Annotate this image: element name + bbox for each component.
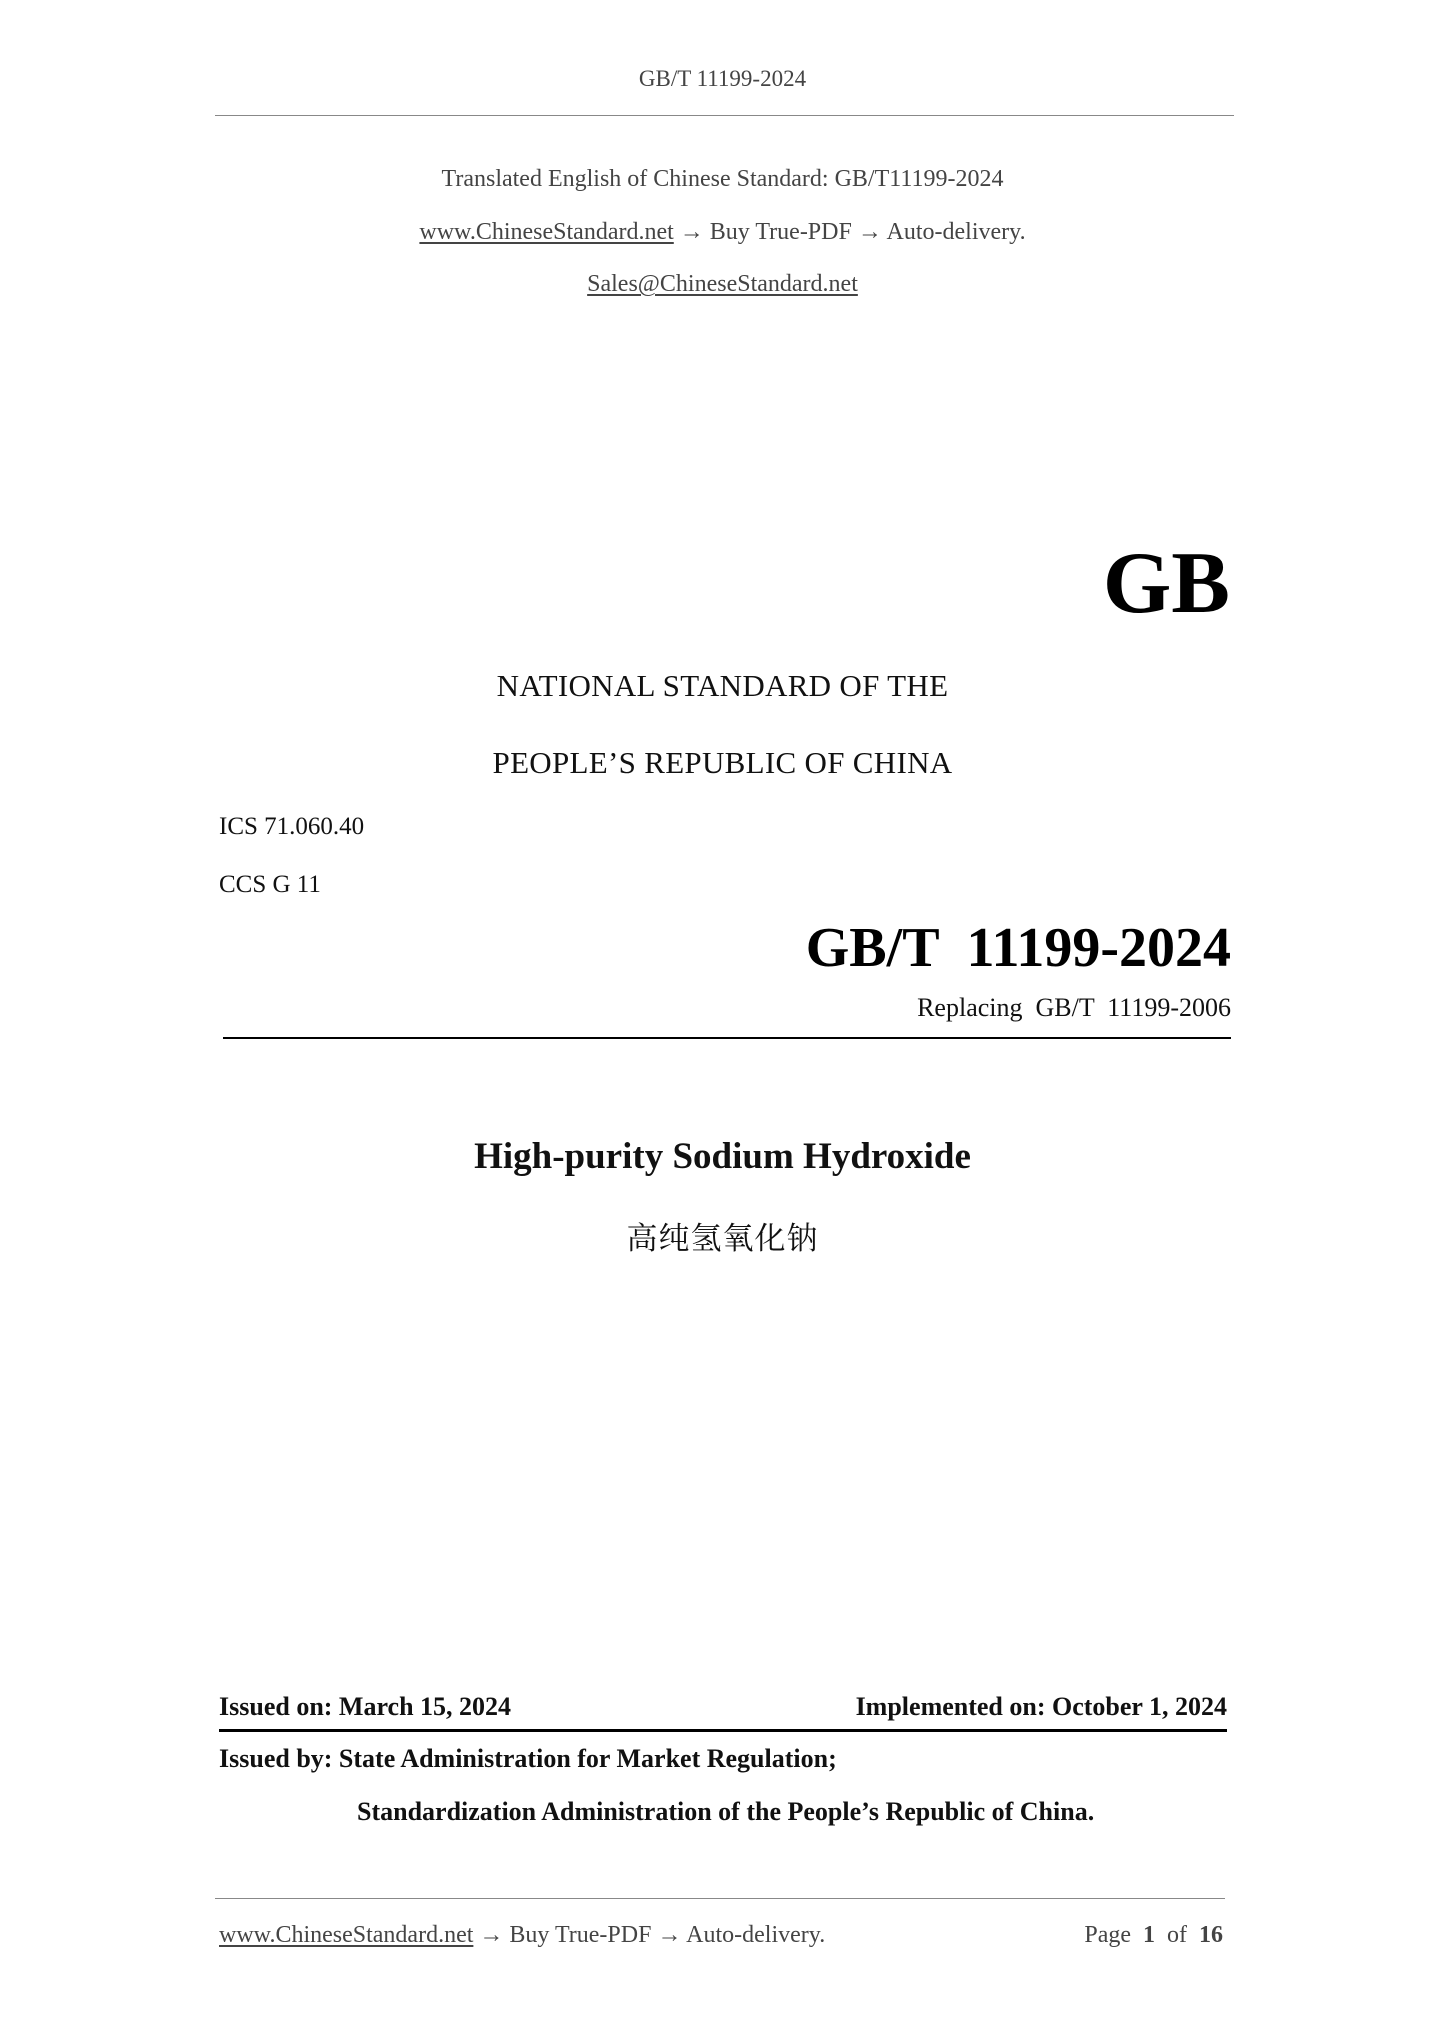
buy-text: Buy True-PDF (709, 219, 852, 245)
arrow-right-icon: → (679, 219, 704, 245)
arrow-right-icon: → (857, 219, 882, 245)
issued-on-date: Issued on: March 15, 2024 (219, 1692, 512, 1721)
document-title: High-purity Sodium Hydroxide (474, 1136, 971, 1177)
national-standard-line-2: PEOPLE’S REPUBLIC OF CHINA (492, 745, 953, 780)
footer-purchase-line (219, 1922, 825, 1949)
page-label: Page (1084, 1922, 1131, 1948)
footer-divider (215, 1898, 1225, 1899)
running-header: GB/T 11199-2024 (638, 66, 807, 91)
delivery-text: Auto-delivery. (886, 219, 1026, 245)
translation-notice: Translated English of Chinese Standard: GB/T11199-2024 (441, 166, 1004, 192)
ics-code: ICS 71.060.40 (219, 813, 365, 840)
page-indicator (1084, 1922, 1223, 1949)
email-line (0, 271, 1445, 298)
page-current: 1 (1143, 1922, 1155, 1948)
issue-divider (219, 1729, 1227, 1732)
implemented-on-date: Implemented on: October 1, 2024 (855, 1692, 1227, 1721)
issued-by-second-authority: Standardization Administration of the People’s Republic of China. (357, 1797, 1095, 1826)
national-standard-line-1: NATIONAL STANDARD OF THE (496, 668, 949, 703)
header-divider (215, 115, 1234, 116)
footer-delivery-text: Auto-delivery. (686, 1922, 826, 1948)
replacing-standard: Replacing GB/T 11199-2006 (917, 993, 1231, 1022)
issued-by: Issued by: State Administration for Market Regulation; (219, 1744, 837, 1773)
email-link[interactable]: Sales@ChineseStandard.net (587, 271, 858, 297)
footer-buy-text: Buy True-PDF (509, 1922, 652, 1948)
purchase-line (0, 219, 1445, 246)
footer-website-link[interactable]: www.ChineseStandard.net (219, 1922, 474, 1948)
arrow-right-icon: → (479, 1922, 504, 1948)
gb-mark: GB (1102, 535, 1230, 632)
ccs-code: CCS G 11 (219, 871, 321, 898)
arrow-right-icon: → (657, 1922, 682, 1948)
website-link[interactable]: www.ChineseStandard.net (419, 219, 674, 245)
title-divider (223, 1037, 1231, 1039)
standard-number: GB/T 11199-2024 (805, 917, 1231, 979)
page-total: 16 (1199, 1922, 1223, 1948)
page-of: of (1167, 1922, 1187, 1948)
document-title-chinese: 高纯氢氧化钠 (626, 1221, 819, 1257)
